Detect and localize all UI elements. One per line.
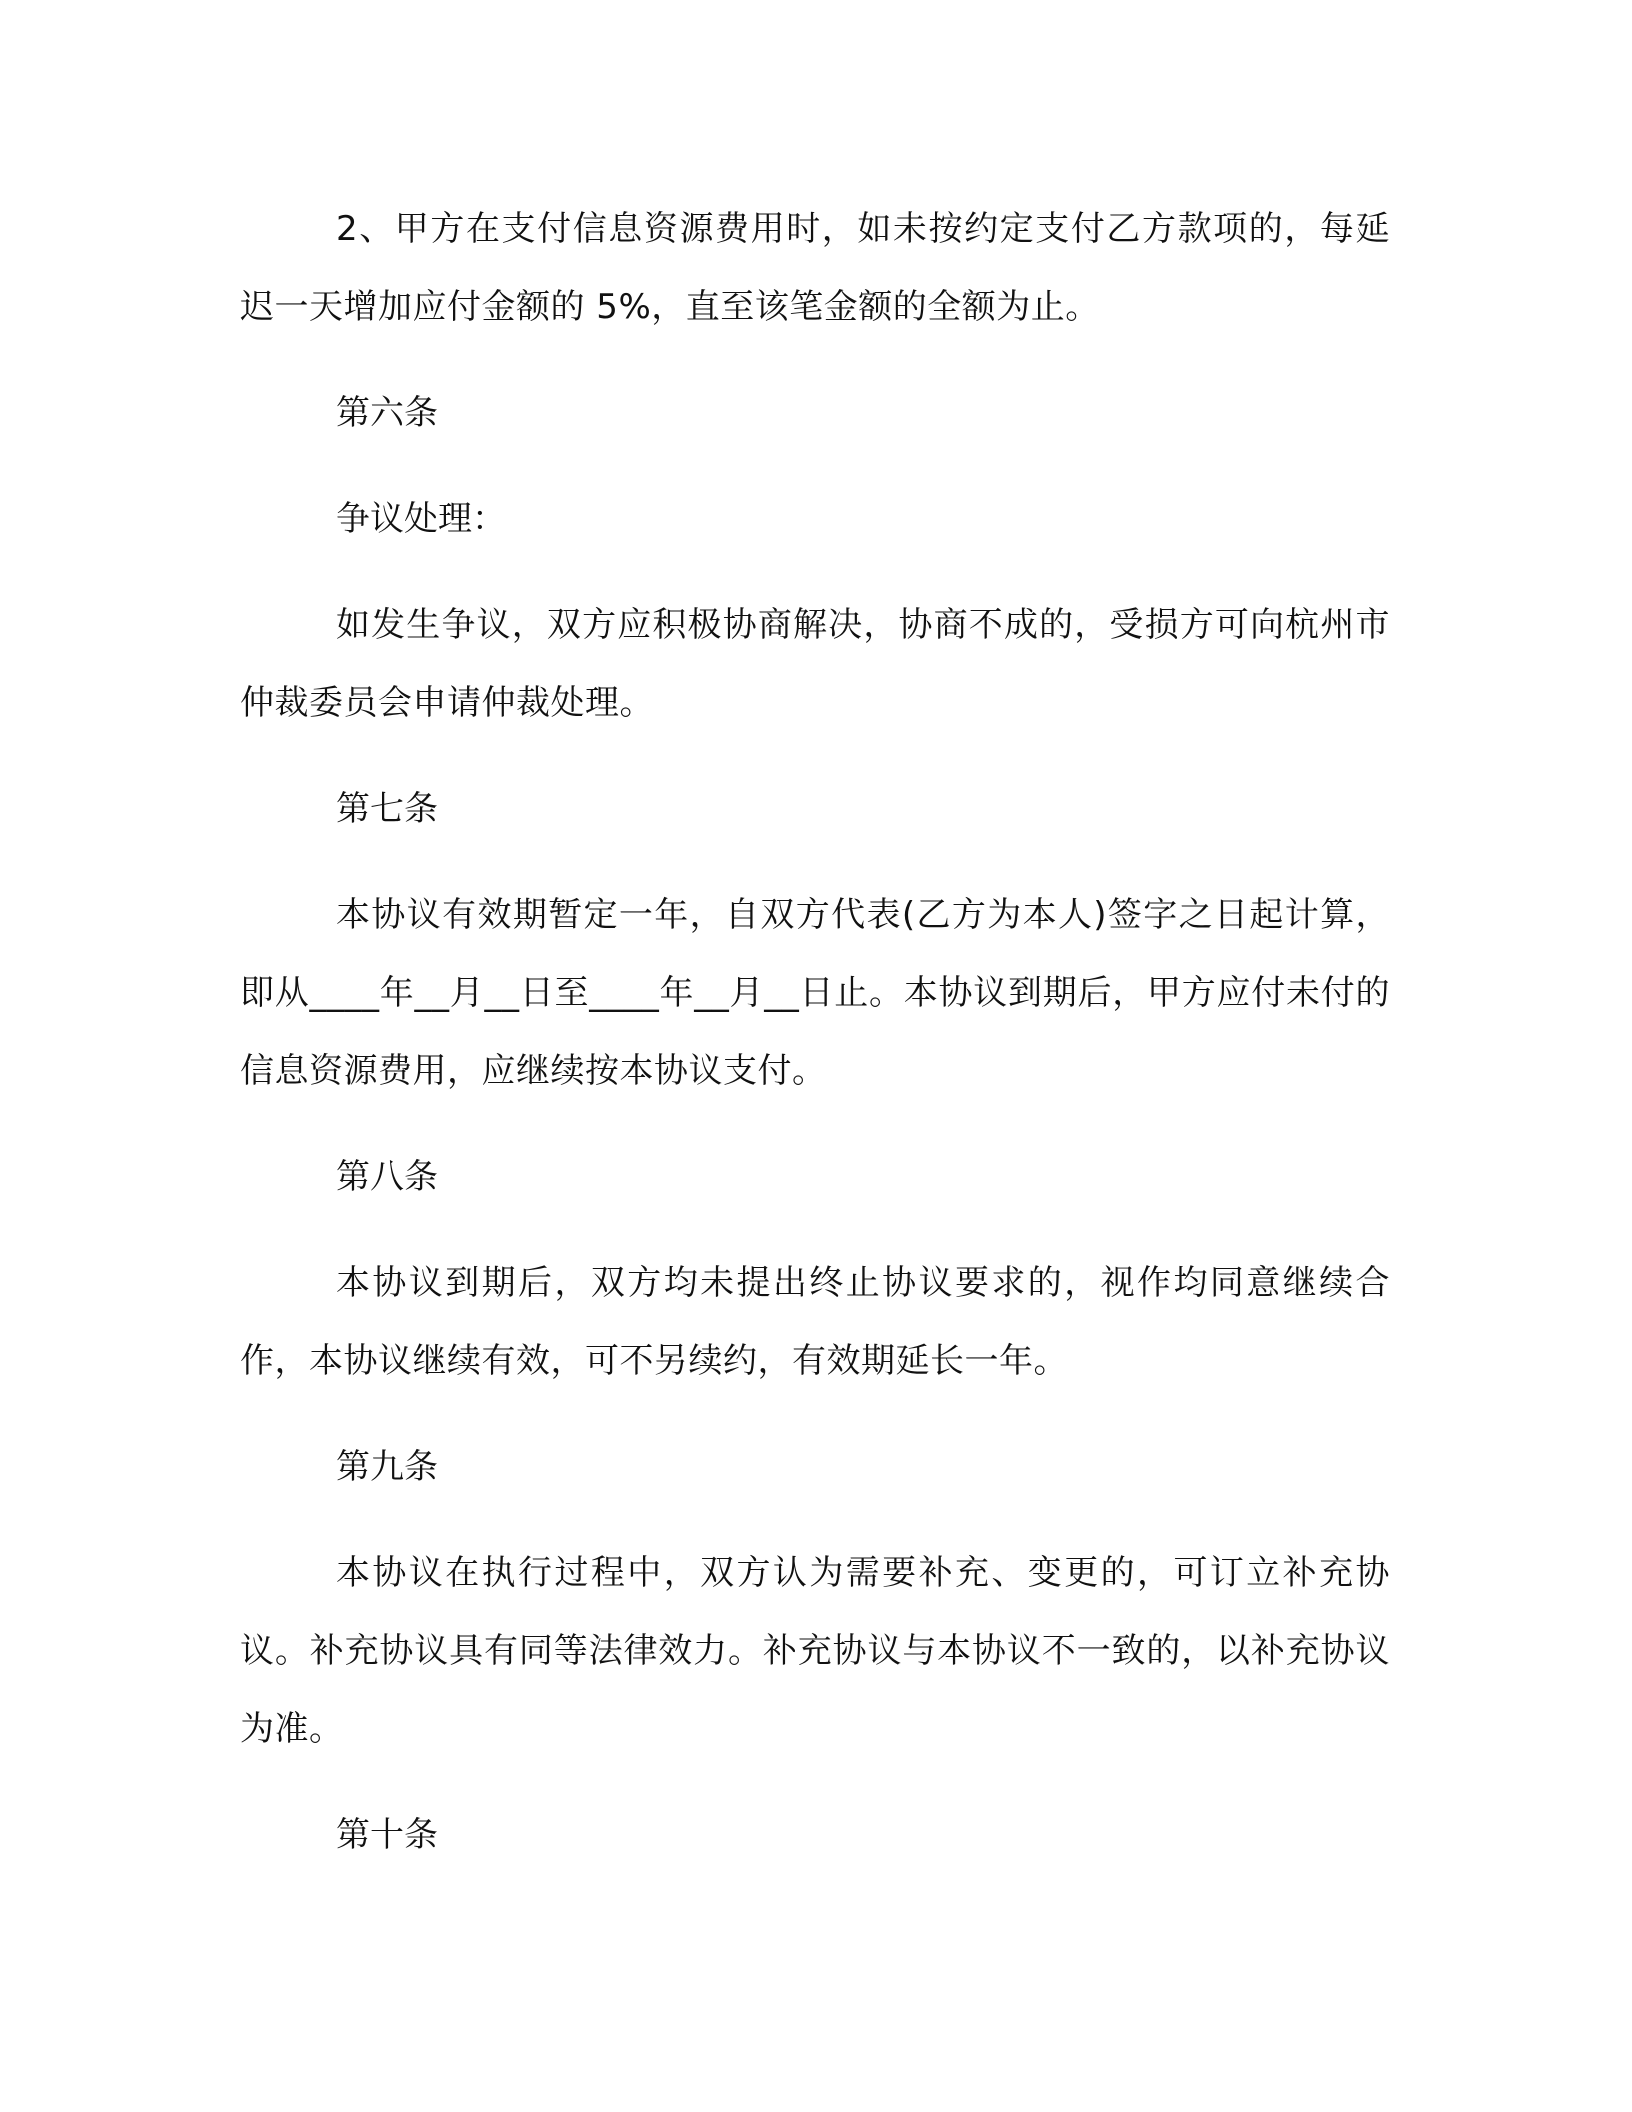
article-8-heading: 第八条: [336, 1157, 438, 1197]
paragraph-validity: 本协议有效期暂定一年，自双方代表(乙方为本人)签字之日起计算，即从____年__月__日至____年__月__日止。本协议到期后，甲方应付未付的信息资源费用，应继续按本协议支付。: [240, 895, 1390, 1091]
article-6-heading: 第六条: [336, 393, 438, 433]
paragraph-supplement: 本协议在执行过程中，双方认为需要补充、变更的，可订立补充协议。补充协议具有同等法律效力。补充协议与本协议不一致的，以补充协议为准。: [240, 1553, 1390, 1749]
paragraph-dispute: 如发生争议，双方应积极协商解决，协商不成的，受损方可向杭州市仲裁委员会申请仲裁处理。: [240, 605, 1390, 723]
article-10-heading: 第十条: [336, 1815, 438, 1855]
document-page: [240, 190, 1390, 1902]
paragraph-renewal: 本协议到期后，双方均未提出终止协议要求的，视作均同意继续合作，本协议继续有效，可不另续约，有效期延长一年。: [240, 1263, 1390, 1381]
article-6-subheading: 争议处理：: [336, 499, 506, 539]
paragraph-late-payment: 2、甲方在支付信息资源费用时，如未按约定支付乙方款项的，每延迟一天增加应付金额的 5%，直至该笔金额的全额为止。: [240, 209, 1390, 327]
article-7-heading: 第七条: [336, 789, 438, 829]
article-9-heading: 第九条: [336, 1447, 438, 1487]
